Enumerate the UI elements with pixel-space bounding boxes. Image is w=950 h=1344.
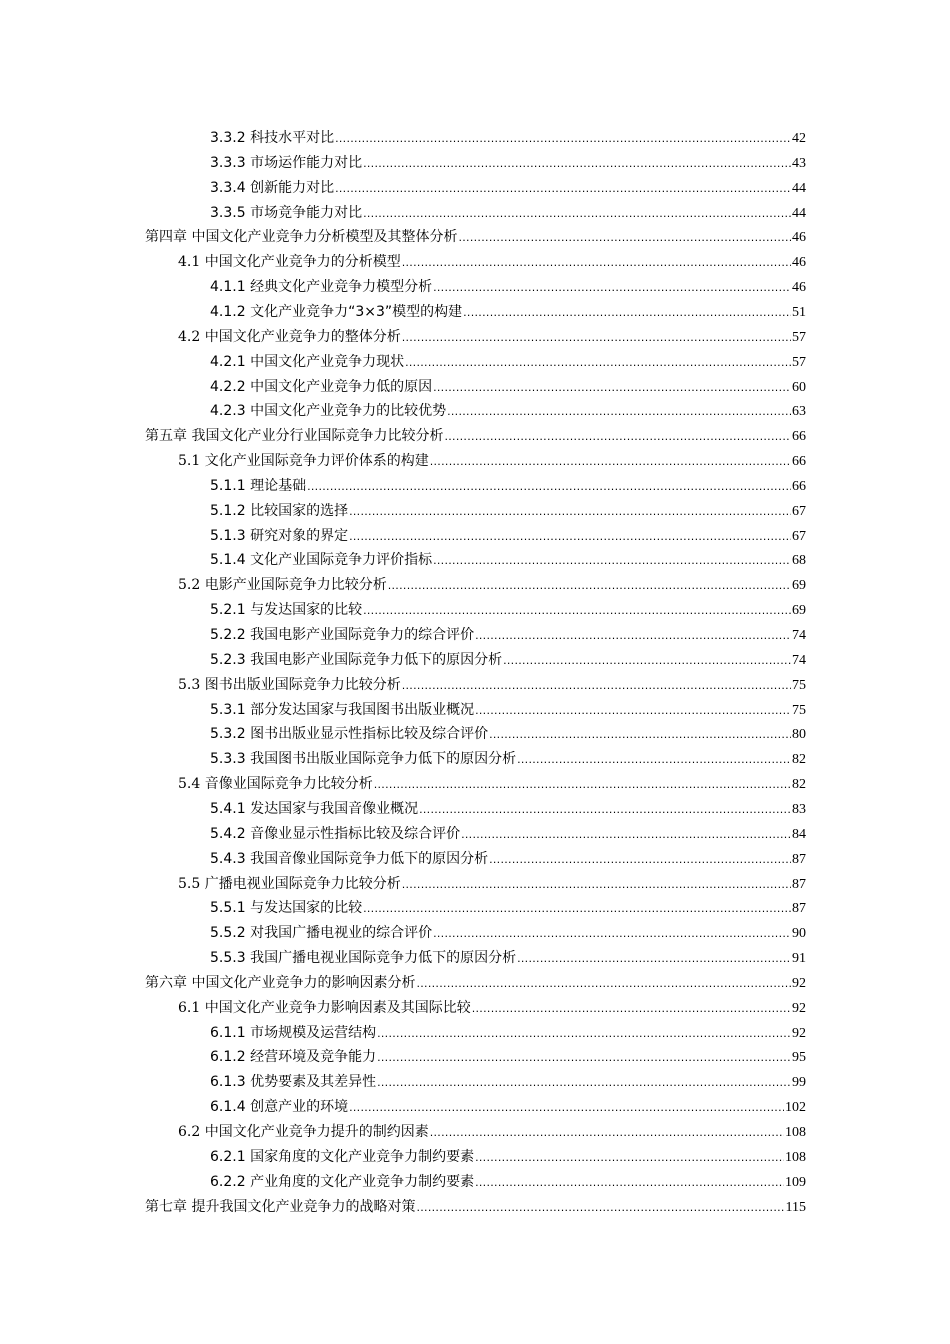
toc-entry-page-number: 92 <box>792 1000 806 1016</box>
dot-leader <box>489 847 791 872</box>
toc-entry-title: 5.1 文化产业国际竞争力评价体系的构建 <box>178 453 429 470</box>
toc-entry-title: 5.2.3 我国电影产业国际竞争力低下的原因分析 <box>210 651 503 668</box>
dot-leader <box>475 698 791 723</box>
dot-leader <box>517 946 791 971</box>
dot-leader <box>475 1170 784 1195</box>
toc-entry[interactable] <box>145 1195 806 1220</box>
toc-entry-page-number: 57 <box>792 354 806 370</box>
toc-entry-title: 5.4.2 音像业显示性指标比较及综合评价 <box>210 825 461 842</box>
toc-entry-title: 5.4 音像业国际竞争力比较分析 <box>178 776 373 793</box>
toc-entry[interactable] <box>210 822 806 847</box>
toc-entry-title: 3.3.4 创新能力对比 <box>210 179 335 196</box>
toc-entry-page-number: 102 <box>785 1100 806 1116</box>
toc-entry[interactable] <box>210 598 806 623</box>
dot-leader <box>419 797 791 822</box>
toc-entry[interactable] <box>210 548 806 573</box>
toc-entry-page-number: 46 <box>792 255 806 271</box>
dot-leader <box>363 151 791 176</box>
toc-entry-page-number: 99 <box>792 1075 806 1091</box>
dot-leader <box>349 524 791 549</box>
toc-entry-title: 第四章 中国文化产业竞争力分析模型及其整体分析 <box>145 229 458 246</box>
toc-entry-page-number: 66 <box>792 429 806 445</box>
toc-entry[interactable] <box>145 225 806 250</box>
dot-leader <box>405 350 791 375</box>
toc-entry-page-number: 75 <box>792 677 806 693</box>
toc-entry[interactable] <box>178 996 806 1021</box>
toc-entry-title: 5.5 广播电视业国际竞争力比较分析 <box>178 875 401 892</box>
toc-entry[interactable] <box>145 424 806 449</box>
toc-entry[interactable] <box>178 772 806 797</box>
toc-entry-page-number: 74 <box>792 652 806 668</box>
toc-entry-title: 6.2.1 国家角度的文化产业竞争力制约要素 <box>210 1148 475 1165</box>
toc-entry-page-number: 63 <box>792 404 806 420</box>
toc-entry[interactable] <box>210 797 806 822</box>
toc-entry-page-number: 84 <box>792 826 806 842</box>
toc-entry[interactable] <box>210 1095 806 1120</box>
toc-entry-title: 第七章 提升我国文化产业竞争力的战略对策 <box>145 1198 416 1215</box>
toc-entry-page-number: 42 <box>792 131 806 146</box>
toc-entry-title: 6.1.2 经营环境及竞争能力 <box>210 1049 377 1066</box>
toc-entry-title: 6.1 中国文化产业竞争力影响因素及其国际比较 <box>178 999 471 1016</box>
toc-entry-title: 5.1.4 文化产业国际竞争力评价指标 <box>210 552 433 569</box>
toc-entry-title: 5.1.1 理论基础 <box>210 477 307 494</box>
toc-entry-title: 4.2.2 中国文化产业竞争力低的原因 <box>210 378 433 395</box>
toc-entry-page-number: 87 <box>792 851 806 867</box>
toc-entry[interactable] <box>178 250 806 275</box>
dot-leader <box>377 1021 791 1046</box>
dot-leader <box>374 772 791 797</box>
dot-leader <box>402 250 791 275</box>
toc-entry-page-number: 60 <box>792 379 806 395</box>
dot-leader <box>489 722 791 747</box>
dot-leader <box>388 573 791 598</box>
toc-entry-page-number: 95 <box>792 1050 806 1066</box>
toc-entry[interactable] <box>210 275 806 300</box>
dot-leader <box>472 996 791 1021</box>
toc-entry-title: 4.2.1 中国文化产业竞争力现状 <box>210 353 405 370</box>
dot-leader <box>475 623 791 648</box>
toc-entry[interactable] <box>210 176 806 201</box>
toc-entry-title: 6.2.2 产业角度的文化产业竞争力制约要素 <box>210 1173 475 1190</box>
dot-leader <box>433 275 791 300</box>
toc-entry-title: 5.5.1 与发达国家的比较 <box>210 900 363 917</box>
toc-entry[interactable] <box>210 300 806 325</box>
dot-leader <box>402 325 791 350</box>
toc-entry[interactable] <box>210 648 806 673</box>
toc-entry[interactable] <box>210 722 806 747</box>
toc-entry-page-number: 115 <box>785 1199 806 1215</box>
toc-entry-title: 3.3.5 市场竞争能力对比 <box>210 204 363 221</box>
dot-leader <box>430 1120 784 1145</box>
toc-entry-page-number: 92 <box>792 1025 806 1041</box>
toc-entry[interactable] <box>210 623 806 648</box>
toc-entry[interactable] <box>178 325 806 350</box>
toc-entry[interactable] <box>210 151 806 176</box>
toc-entry[interactable] <box>210 1145 806 1170</box>
toc-entry-page-number: 51 <box>792 304 806 320</box>
toc-entry[interactable] <box>210 946 806 971</box>
dot-leader <box>503 648 791 673</box>
toc-entry-page-number: 44 <box>792 205 806 221</box>
toc-entry-page-number: 108 <box>785 1149 806 1165</box>
toc-entry-page-number: 91 <box>792 951 806 967</box>
dot-leader <box>363 201 791 226</box>
toc-entry-title: 6.1.1 市场规模及运营结构 <box>210 1024 377 1041</box>
toc-entry[interactable] <box>210 1045 806 1070</box>
toc-entry[interactable] <box>210 126 806 151</box>
toc-entry-page-number: 82 <box>792 752 806 768</box>
toc-entry-page-number: 67 <box>792 528 806 544</box>
toc-entry-title: 4.1.2 文化产业竞争力“3×3”模型的构建 <box>210 303 463 320</box>
toc-entry[interactable] <box>210 1021 806 1046</box>
toc-entry-title: 5.3.1 部分发达国家与我国图书出版业概况 <box>210 701 475 718</box>
toc-entry-page-number: 46 <box>792 230 806 246</box>
toc-entry-title: 3.3.3 市场运作能力对比 <box>210 154 363 171</box>
dot-leader <box>416 971 791 996</box>
toc-entry-page-number: 87 <box>792 876 806 892</box>
toc-entry-page-number: 83 <box>792 801 806 817</box>
toc-entry-page-number: 82 <box>792 777 806 793</box>
toc-entry-title: 4.2 中国文化产业竞争力的整体分析 <box>178 328 401 345</box>
toc-entry-page-number: 90 <box>792 926 806 942</box>
toc-entry-title: 5.3 图书出版业国际竞争力比较分析 <box>178 676 401 693</box>
toc-entry-title: 5.2 电影产业国际竞争力比较分析 <box>178 577 387 594</box>
toc-entry-page-number: 75 <box>792 702 806 718</box>
toc-entry[interactable] <box>210 499 806 524</box>
toc-entry[interactable] <box>178 449 806 474</box>
toc-entry-title: 3.3.2 科技水平对比 <box>210 130 335 146</box>
toc-entry-page-number: 92 <box>792 975 806 991</box>
toc-entry-page-number: 66 <box>792 454 806 470</box>
dot-leader <box>402 872 791 897</box>
dot-leader <box>461 822 791 847</box>
dot-leader <box>430 449 791 474</box>
toc-entry-title: 5.4.1 发达国家与我国音像业概况 <box>210 800 419 817</box>
toc-entry[interactable] <box>210 847 806 872</box>
toc-entry-title: 5.5.2 对我国广播电视业的综合评价 <box>210 925 433 942</box>
toc-entry-page-number: 69 <box>792 578 806 594</box>
toc-entry[interactable] <box>210 201 806 226</box>
toc-entry-page-number: 109 <box>785 1174 806 1190</box>
toc-entry-title: 5.3.2 图书出版业显示性指标比较及综合评价 <box>210 726 489 743</box>
toc-entry-title: 4.1 中国文化产业竞争力的分析模型 <box>178 254 401 271</box>
toc-entry-title: 第五章 我国文化产业分行业国际竞争力比较分析 <box>145 428 444 445</box>
toc-entry-page-number: 87 <box>792 901 806 917</box>
toc-entry[interactable] <box>178 872 806 897</box>
toc-entry-page-number: 66 <box>792 478 806 494</box>
dot-leader <box>444 424 791 449</box>
dot-leader <box>377 1045 791 1070</box>
toc-entry[interactable] <box>178 673 806 698</box>
dot-leader <box>307 474 791 499</box>
dot-leader <box>349 1095 784 1120</box>
toc-entry-title: 6.2 中国文化产业竞争力提升的制约因素 <box>178 1124 429 1140</box>
dot-leader <box>433 548 791 573</box>
dot-leader <box>335 126 791 151</box>
dot-leader <box>377 1070 791 1095</box>
toc-entry[interactable] <box>210 896 806 921</box>
toc-entry-page-number: 108 <box>785 1125 806 1140</box>
toc-entry-page-number: 68 <box>792 553 806 569</box>
toc-entry-title: 5.2.1 与发达国家的比较 <box>210 602 363 619</box>
dot-leader <box>433 921 791 946</box>
dot-leader <box>335 176 791 201</box>
toc-entry-page-number: 44 <box>792 180 806 196</box>
toc-entry-title: 5.1.2 比较国家的选择 <box>210 502 349 519</box>
toc-entry-page-number: 46 <box>792 280 806 296</box>
toc-entry-title: 5.4.3 我国音像业国际竞争力低下的原因分析 <box>210 850 489 867</box>
toc-entry-page-number: 74 <box>792 628 806 643</box>
toc-entry[interactable] <box>210 698 806 723</box>
toc-entry-title: 5.5.3 我国广播电视业国际竞争力低下的原因分析 <box>210 950 517 967</box>
toc-entry-page-number: 80 <box>792 727 806 743</box>
toc-entry-page-number: 69 <box>792 603 806 619</box>
toc-entry[interactable] <box>210 350 806 375</box>
toc-entry-title: 5.2.2 我国电影产业国际竞争力的综合评价 <box>210 627 475 643</box>
dot-leader <box>447 399 791 424</box>
toc-entry[interactable] <box>210 399 806 424</box>
toc-entry-title: 5.1.3 研究对象的界定 <box>210 527 349 544</box>
toc-entry-title: 5.3.3 我国图书出版业国际竞争力低下的原因分析 <box>210 751 517 768</box>
toc-entry[interactable] <box>210 1170 806 1195</box>
toc-entry-title: 第六章 中国文化产业竞争力的影响因素分析 <box>145 974 416 991</box>
dot-leader <box>349 499 791 524</box>
toc-entry[interactable] <box>178 573 806 598</box>
dot-leader <box>458 225 791 250</box>
dot-leader <box>363 896 791 921</box>
dot-leader <box>433 375 791 400</box>
toc-entry[interactable] <box>210 375 806 400</box>
toc-entry[interactable] <box>210 524 806 549</box>
toc-entry[interactable] <box>178 1120 806 1145</box>
dot-leader <box>463 300 791 325</box>
dot-leader <box>402 673 791 698</box>
toc-entry[interactable] <box>145 971 806 996</box>
dot-leader <box>475 1145 784 1170</box>
toc-entry-page-number: 67 <box>792 503 806 519</box>
toc-entry-title: 4.2.3 中国文化产业竞争力的比较优势 <box>210 403 447 420</box>
toc-entry[interactable] <box>210 747 806 772</box>
dot-leader <box>517 747 791 772</box>
toc-entry-page-number: 43 <box>792 155 806 171</box>
toc-entry[interactable] <box>210 1070 806 1095</box>
dot-leader <box>416 1195 784 1220</box>
toc-entry-page-number: 57 <box>792 329 806 345</box>
toc-entry-title: 6.1.3 优势要素及其差异性 <box>210 1074 377 1091</box>
dot-leader <box>363 598 791 623</box>
toc-entry[interactable] <box>210 921 806 946</box>
toc-entry[interactable] <box>210 474 806 499</box>
toc-entry-title: 6.1.4 创意产业的环境 <box>210 1099 349 1116</box>
toc-entry-title: 4.1.1 经典文化产业竞争力模型分析 <box>210 279 433 296</box>
